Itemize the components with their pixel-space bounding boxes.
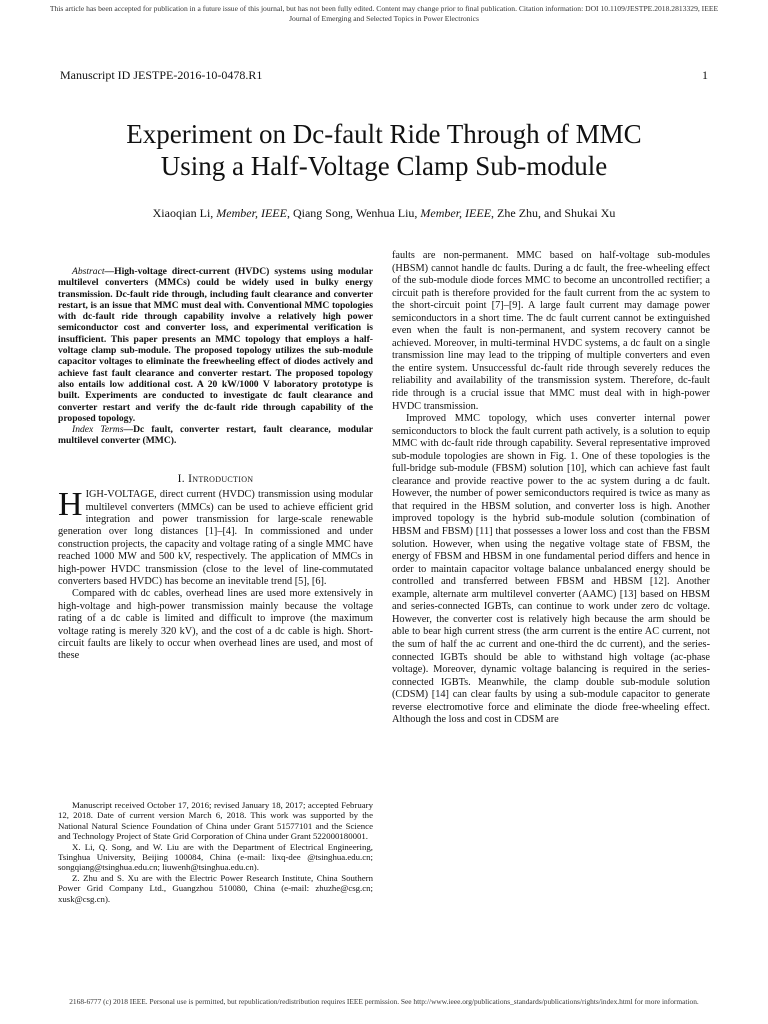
section-heading-introduction bbox=[58, 473, 373, 485]
abstract-lead: Abstract bbox=[72, 266, 105, 277]
copyright-notice: 2168-6777 (c) 2018 IEEE. Personal use is permitted, but republication/redistribution requires IEEE permission. See http://www.ieee.org/publications_standards/publications/rights/index.html for more information. bbox=[69, 997, 699, 1006]
author-segment: Xiaoqian Li, bbox=[152, 206, 217, 220]
intro-paragraph-1 bbox=[58, 486, 373, 588]
intro-paragraph-1-text: IGH-VOLTAGE, direct current (HVDC) transmission using modular multilevel converters (MMCs) can be used to achieve efficient grid integration and power transmission for large-scale renewable generation over long distances [1]–[4]. In commissioned and under construction projects, the capacity and voltage rating of a single MMC have reached 1000 MW and 500 kV, respectively. The application of MMCs in high-power HVDC transmission (close to the level of line-commutated converters based HVDC) has become an inevitable trend [5], [6]. bbox=[58, 489, 373, 587]
left-column bbox=[58, 266, 373, 663]
right-paragraph-1: faults are non-permanent. MMC based on half-voltage sub-modules (HBSM) cannot handle dc faults. During a dc fault, the free-wheeling effect of the sub-module diode forces MMC to become an uncontrolled rectifier; a circuit path is therefore provided for the fault current from the ac system to the short-circuit point [7]–[9]. A large fault current may damage power semiconductors in a short time. The dc fault current cannot be extinguished even when the fault is non-permanent, and system recovery cannot be achieved. Moreover, in multi-terminal HVDC systems, a dc fault on a single transmission line may lead to the tripping of multiple converters and even the entire system. Unsuccessful dc-fault ride through severely reduces the reliability and availability of the transmission system. Therefore, dc-fault ride through is a crucial issue that MMC must deal with in high-power HVDC transmission. bbox=[392, 250, 710, 412]
publication-notice bbox=[10, 4, 758, 24]
intro-paragraph-2: Compared with dc cables, overhead lines are used more extensively in high-voltage and high-power transmission mainly because the voltage rating of a dc cable is limited and difficult to improve (the maximum voltage rating is merely 320 kV), and the cost of a dc cable is high. Short-circuit faults are likely to occur when overhead lines are used, and most of these bbox=[58, 588, 373, 662]
author-role: Member, IEEE bbox=[420, 206, 492, 220]
paper-title bbox=[60, 118, 708, 182]
author-list bbox=[60, 206, 708, 221]
right-paragraph-2: Improved MMC topology, which uses converter internal power semiconductors to block the fault current path actively, is a solution to equip MMC with dc-fault ride through capability. Several representative improved sub-module topologies are shown in Fig. 1. One of these topologies is the full-bridge sub-module (FBSM) solution [10], which can achieve fast fault clearance and provide reactive power to the ac system during a dc fault. However, the number of power semiconductors required is twice as many as that required in the HBSM solution, and converter loss is high. Another improved topology is the hybrid sub-module solution (combination of HBSM and FBSM) [11] that possesses a lower loss and cost than the FBSM solution. However, when using the negative voltage state of FBSM, the energy of FBSM and HBSM in one fundamental period differs and hence in order to maintain capacitor voltage balance unbalanced energy should be controlled and transferred between FBSM and HBSM [12]. Another example, alternate arm multilevel converter (AAMC) [13] based on HBSM and series-connected IGBTs, can continue to work under zero dc voltage. However, the converter cost is relatively high because the arm should be able to bear high current stress (the arm current is the entire AC current, not the sum of half the ac current and one-third the dc current), and the series-connected IGBTs should be able to withstand high voltage (ac-phase voltage). Moreover, dynamic voltage balancing is required in the series-connected IGBTs. Meanwhile, the clamp double sub-module solution (CDSM) [14] can clear faults by using a sub-module capacitor to generate reverse electromotive force and eliminate the diode free-wheeling effect. Although the loss and cost in CDSM are bbox=[392, 413, 710, 726]
publication-notice-line2: Journal of Emerging and Selected Topics in Power Electronics bbox=[289, 14, 479, 23]
section-number: I. bbox=[177, 472, 189, 485]
footnote-manuscript: Manuscript received October 17, 2016; revised January 18, 2017; accepted February 12, 2018. Date of current version March 6, 2018. This work was supported by the National Natural Science Foundation of China under Grant 51577101 and the Science and Technology Project of State Grid Corporation of China under Grant 522000180001. bbox=[58, 800, 373, 842]
publication-notice-line1: This article has been accepted for publication in a future issue of this journal, but has not been fully edited. Content may change prior to final publication. Citation information: DOI 10.1109/JESTPE.2018.2813329, IEEE bbox=[49, 4, 719, 13]
abstract bbox=[58, 266, 373, 424]
drop-cap: H bbox=[58, 486, 83, 524]
index-terms bbox=[58, 424, 373, 447]
manuscript-id: Manuscript ID JESTPE-2016-10-0478.R1 bbox=[60, 68, 263, 82]
author-segment: , Qiang Song, Wenhua Liu, bbox=[286, 206, 421, 220]
footnote-affiliation-2: Z. Zhu and S. Xu are with the Electric Power Research Institute, China Southern Power Grid Company Ltd., Guangzhou 510080, China (e-mail: zhuzhe@csg.cn; xusk@csg.cn). bbox=[58, 872, 373, 904]
index-terms-lead: Index Terms bbox=[72, 424, 124, 436]
section-title: Introduction bbox=[188, 472, 254, 485]
page-number: 1 bbox=[702, 68, 708, 82]
author-role: Member, IEEE bbox=[216, 206, 287, 220]
index-terms-text: —Dc fault, converter restart, fault clearance, modular multilevel converter (MMC). bbox=[58, 424, 374, 447]
title-line1: Experiment on Dc-fault Ride Through of MMC bbox=[126, 119, 642, 149]
footnote-affiliation-1: X. Li, Q. Song, and W. Liu are with the Department of Electrical Engineering, Tsinghua University, Beijing 100084, China (e-mail: lixq-dee @tsinghua.edu.cn; songqiang@tsinghua.edu.cn; liuwenh@tsinghua.edu.cn). bbox=[58, 841, 373, 873]
author-segment: , Zhe Zhu, and Shukai Xu bbox=[491, 206, 616, 220]
footnotes bbox=[58, 800, 373, 904]
title-line2: Using a Half-Voltage Clamp Sub-module bbox=[160, 151, 608, 181]
abstract-text: —High-voltage direct-current (HVDC) systems using modular multilevel converters (MMCs) could be widely used in bulky energy transmission. Dc-fault ride through, including fault clearance and converter restart, is an issue that MMC must deal with. Conventional MMC topologies with dc-fault ride through capability involve a relatively high power semiconductor cost and converter loss, and experimental verification is insufficient. This paper presents an MMC topology that employs a half-voltage clamp sub-module. The proposed topology utilizes the sub-module capacitor voltages to eliminate the freewheeling effect of diodes actively and achieve fast fault clearance and converter restart. The proposed topology also entails low additional cost. A 20 kW/1000 V laboratory prototype is built. Experiments are conducted to investigate dc fault clearance and converter restart and verify the dc-fault ride through capability of the proposed topology. bbox=[58, 266, 373, 424]
right-column bbox=[392, 250, 710, 727]
